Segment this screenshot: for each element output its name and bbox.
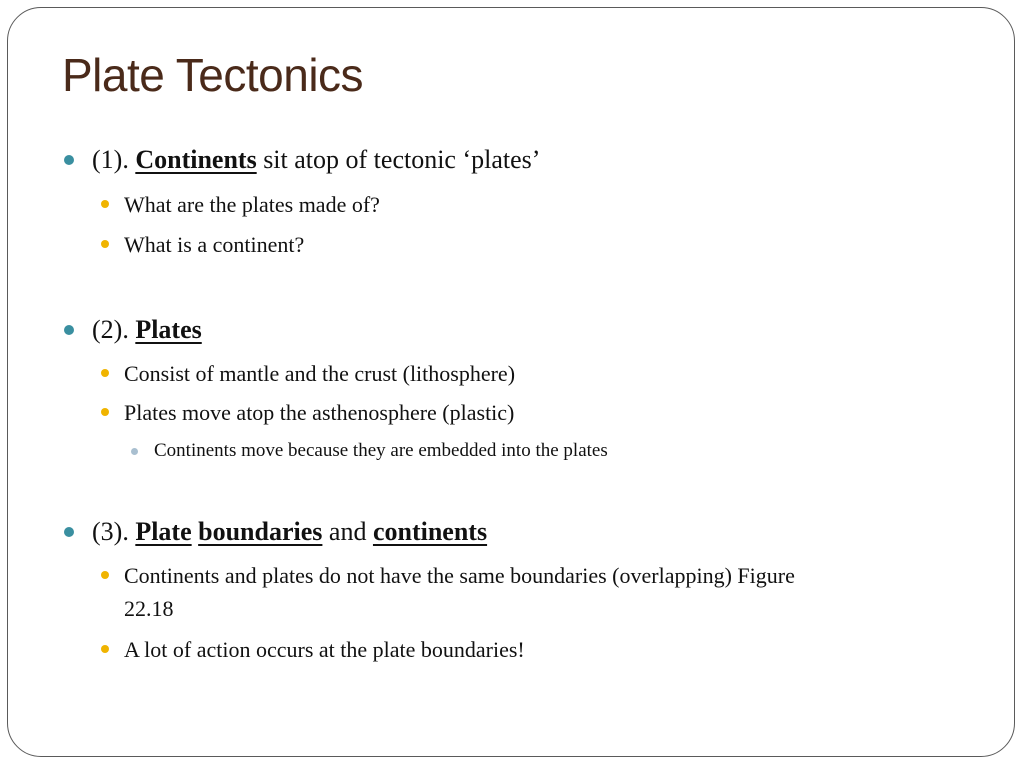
level1-bullet bbox=[64, 325, 74, 335]
level1-bullet bbox=[64, 155, 74, 165]
section-1-term: Continents bbox=[135, 145, 257, 174]
level1-bullet bbox=[64, 527, 74, 537]
section-2-subitem-1: Consist of mantle and the crust (lithosphere) bbox=[124, 361, 516, 386]
level2-bullet bbox=[101, 369, 109, 377]
section-3-term-plate: Plate bbox=[135, 517, 192, 546]
section-3-heading bbox=[92, 517, 487, 547]
section-3-subitem-2: A lot of action occurs at the plate boundaries! bbox=[124, 637, 525, 662]
section-3-term-boundaries: boundaries bbox=[198, 517, 323, 546]
section-1-heading bbox=[92, 145, 540, 175]
section-3-prefix: (3). bbox=[92, 517, 136, 546]
section-1-subitem-2: What is a continent? bbox=[124, 232, 305, 257]
section-2-term: Plates bbox=[135, 315, 202, 344]
level2-bullet bbox=[101, 240, 109, 248]
section-1-subitem-1: What are the plates made of? bbox=[124, 192, 380, 217]
slide-title: Plate Tectonics bbox=[62, 49, 364, 101]
section-3-subitem-1-line-2: 22.18 bbox=[124, 596, 174, 621]
level2-bullet bbox=[101, 200, 109, 208]
section-2-prefix: (2). bbox=[92, 315, 136, 344]
level2-bullet bbox=[101, 645, 109, 653]
section-1-rest: sit atop of tectonic ‘plates’ bbox=[256, 145, 541, 174]
section-3-subitem-1-line-1: Continents and plates do not have the same boundaries (overlapping) Figure bbox=[124, 563, 795, 588]
section-3-middle: and bbox=[322, 517, 373, 546]
section-2-subsubitem-1: Continents move because they are embedded into the plates bbox=[154, 440, 608, 461]
section-1-prefix: (1). bbox=[92, 145, 136, 174]
level2-bullet bbox=[101, 408, 109, 416]
section-2-subitem-2: Plates move atop the asthenosphere (plastic) bbox=[124, 400, 515, 425]
level2-bullet bbox=[101, 571, 109, 579]
section-3-term-continents: continents bbox=[372, 517, 488, 546]
level3-bullet bbox=[131, 448, 138, 455]
section-2-heading bbox=[92, 315, 202, 345]
